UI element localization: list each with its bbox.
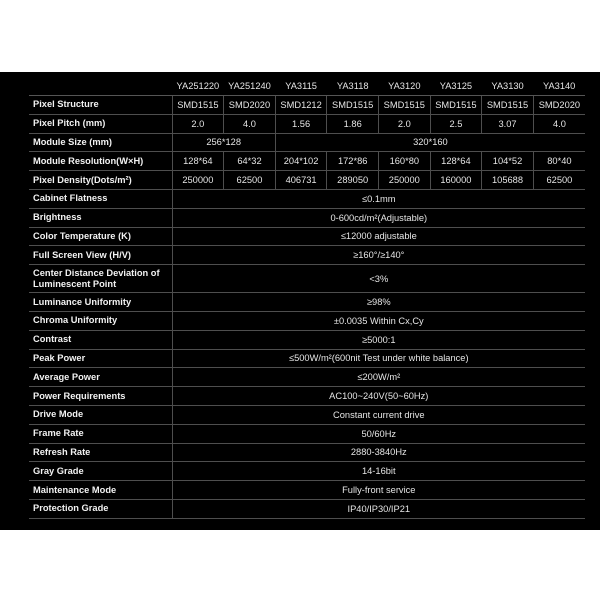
spec-table (29, 76, 585, 519)
table-cell: 250000 (172, 171, 224, 190)
table-row-protection-grade (29, 499, 585, 518)
table-cell: Constant current drive (172, 405, 585, 424)
table-cell: ≥160°/≥140° (172, 246, 585, 265)
model-header: YA3125 (430, 76, 482, 96)
row-label: Pixel Structure (29, 96, 172, 115)
row-label: Pixel Pitch (mm) (29, 114, 172, 133)
table-cell: ±0.0035 Within Cx,Cy (172, 311, 585, 330)
table-cell: ≤12000 adjustable (172, 227, 585, 246)
table-row-module-resolution (29, 152, 585, 171)
row-label: Peak Power (29, 349, 172, 368)
table-cell: SMD2020 (224, 96, 276, 115)
table-cell: SMD1515 (172, 96, 224, 115)
row-label: Average Power (29, 368, 172, 387)
table-row-module-size (29, 133, 585, 152)
table-row-average-power (29, 368, 585, 387)
model-header: YA3120 (379, 76, 431, 96)
row-label: Gray Grade (29, 462, 172, 481)
table-cell: ≤200W/m² (172, 368, 585, 387)
header-corner (29, 76, 172, 96)
table-cell: 406731 (275, 171, 327, 190)
table-cell: 4.0 (224, 114, 276, 133)
row-label: Protection Grade (29, 499, 172, 518)
table-cell: SMD1515 (327, 96, 379, 115)
table-cell: 250000 (379, 171, 431, 190)
row-label: Power Requirements (29, 387, 172, 406)
table-row-gray-grade (29, 462, 585, 481)
table-cell: 80*40 (533, 152, 585, 171)
table-cell: 3.07 (482, 114, 534, 133)
table-cell: SMD1515 (379, 96, 431, 115)
table-row-pixel-density (29, 171, 585, 190)
table-cell: ≥98% (172, 293, 585, 312)
table-cell: ≤0.1mm (172, 189, 585, 208)
table-cell: 1.86 (327, 114, 379, 133)
row-label: Color Temperature (K) (29, 227, 172, 246)
row-label: Contrast (29, 330, 172, 349)
table-cell: 104*52 (482, 152, 534, 171)
table-row-pixel-structure (29, 96, 585, 115)
table-cell: SMD1515 (482, 96, 534, 115)
table-cell: 256*128 (172, 133, 275, 152)
row-label: Luminance Uniformity (29, 293, 172, 312)
table-cell: AC100~240V(50~60Hz) (172, 387, 585, 406)
table-cell: 128*64 (172, 152, 224, 171)
table-cell: SMD2020 (533, 96, 585, 115)
table-cell: 160000 (430, 171, 482, 190)
table-row-luminance-uniformity (29, 293, 585, 312)
table-row-pixel-pitch (29, 114, 585, 133)
table-cell: 289050 (327, 171, 379, 190)
table-cell: 2.5 (430, 114, 482, 133)
table-row-brightness (29, 208, 585, 227)
row-label: Frame Rate (29, 424, 172, 443)
table-cell: 62500 (533, 171, 585, 190)
table-cell: 160*80 (379, 152, 431, 171)
table-cell: 0-600cd/m²(Adjustable) (172, 208, 585, 227)
table-cell: SMD1212 (275, 96, 327, 115)
model-header: YA251220 (172, 76, 224, 96)
table-cell: 14-16bit (172, 462, 585, 481)
table-cell: 204*102 (275, 152, 327, 171)
model-header-row (29, 76, 585, 96)
table-row-maintenance-mode (29, 481, 585, 500)
row-label: Refresh Rate (29, 443, 172, 462)
table-cell: <3% (172, 265, 585, 293)
model-header: YA3115 (275, 76, 327, 96)
table-row-refresh-rate (29, 443, 585, 462)
row-label: Full Screen View (H/V) (29, 246, 172, 265)
table-cell: 64*32 (224, 152, 276, 171)
table-row-drive-mode (29, 405, 585, 424)
table-row-color-temperature (29, 227, 585, 246)
model-header: YA3140 (533, 76, 585, 96)
table-row-contrast (29, 330, 585, 349)
row-label: Drive Mode (29, 405, 172, 424)
row-label: Chroma Uniformity (29, 311, 172, 330)
table-cell: 50/60Hz (172, 424, 585, 443)
table-row-frame-rate (29, 424, 585, 443)
spec-sheet (0, 72, 600, 530)
table-row-cabinet-flatness (29, 189, 585, 208)
row-label: Maintenance Mode (29, 481, 172, 500)
table-cell: 62500 (224, 171, 276, 190)
table-cell: 128*64 (430, 152, 482, 171)
table-cell: IP40/IP30/IP21 (172, 499, 585, 518)
table-cell: ≥5000:1 (172, 330, 585, 349)
row-label: Module Resolution(W×H) (29, 152, 172, 171)
table-row-power-requirements (29, 387, 585, 406)
table-cell: 1.56 (275, 114, 327, 133)
table-row-peak-power (29, 349, 585, 368)
table-cell: 320*160 (275, 133, 585, 152)
table-cell: 172*86 (327, 152, 379, 171)
row-label: Module Size (mm) (29, 133, 172, 152)
table-cell: 105688 (482, 171, 534, 190)
table-cell: 2.0 (379, 114, 431, 133)
model-header: YA3118 (327, 76, 379, 96)
row-label: Center Distance Deviation of Luminescent Point (29, 265, 172, 293)
model-header: YA3130 (482, 76, 534, 96)
row-label: Brightness (29, 208, 172, 227)
table-cell: SMD1515 (430, 96, 482, 115)
table-cell: 2.0 (172, 114, 224, 133)
table-row-chroma-uniformity (29, 311, 585, 330)
table-cell: 2880-3840Hz (172, 443, 585, 462)
table-cell: ≤500W/m²(600nit Test under white balance) (172, 349, 585, 368)
table-cell: Fully-front service (172, 481, 585, 500)
table-row-center-distance (29, 265, 585, 293)
row-label: Pixel Density(Dots/m²) (29, 171, 172, 190)
table-row-full-screen-view (29, 246, 585, 265)
model-header: YA251240 (224, 76, 276, 96)
table-cell: 4.0 (533, 114, 585, 133)
row-label: Cabinet Flatness (29, 189, 172, 208)
